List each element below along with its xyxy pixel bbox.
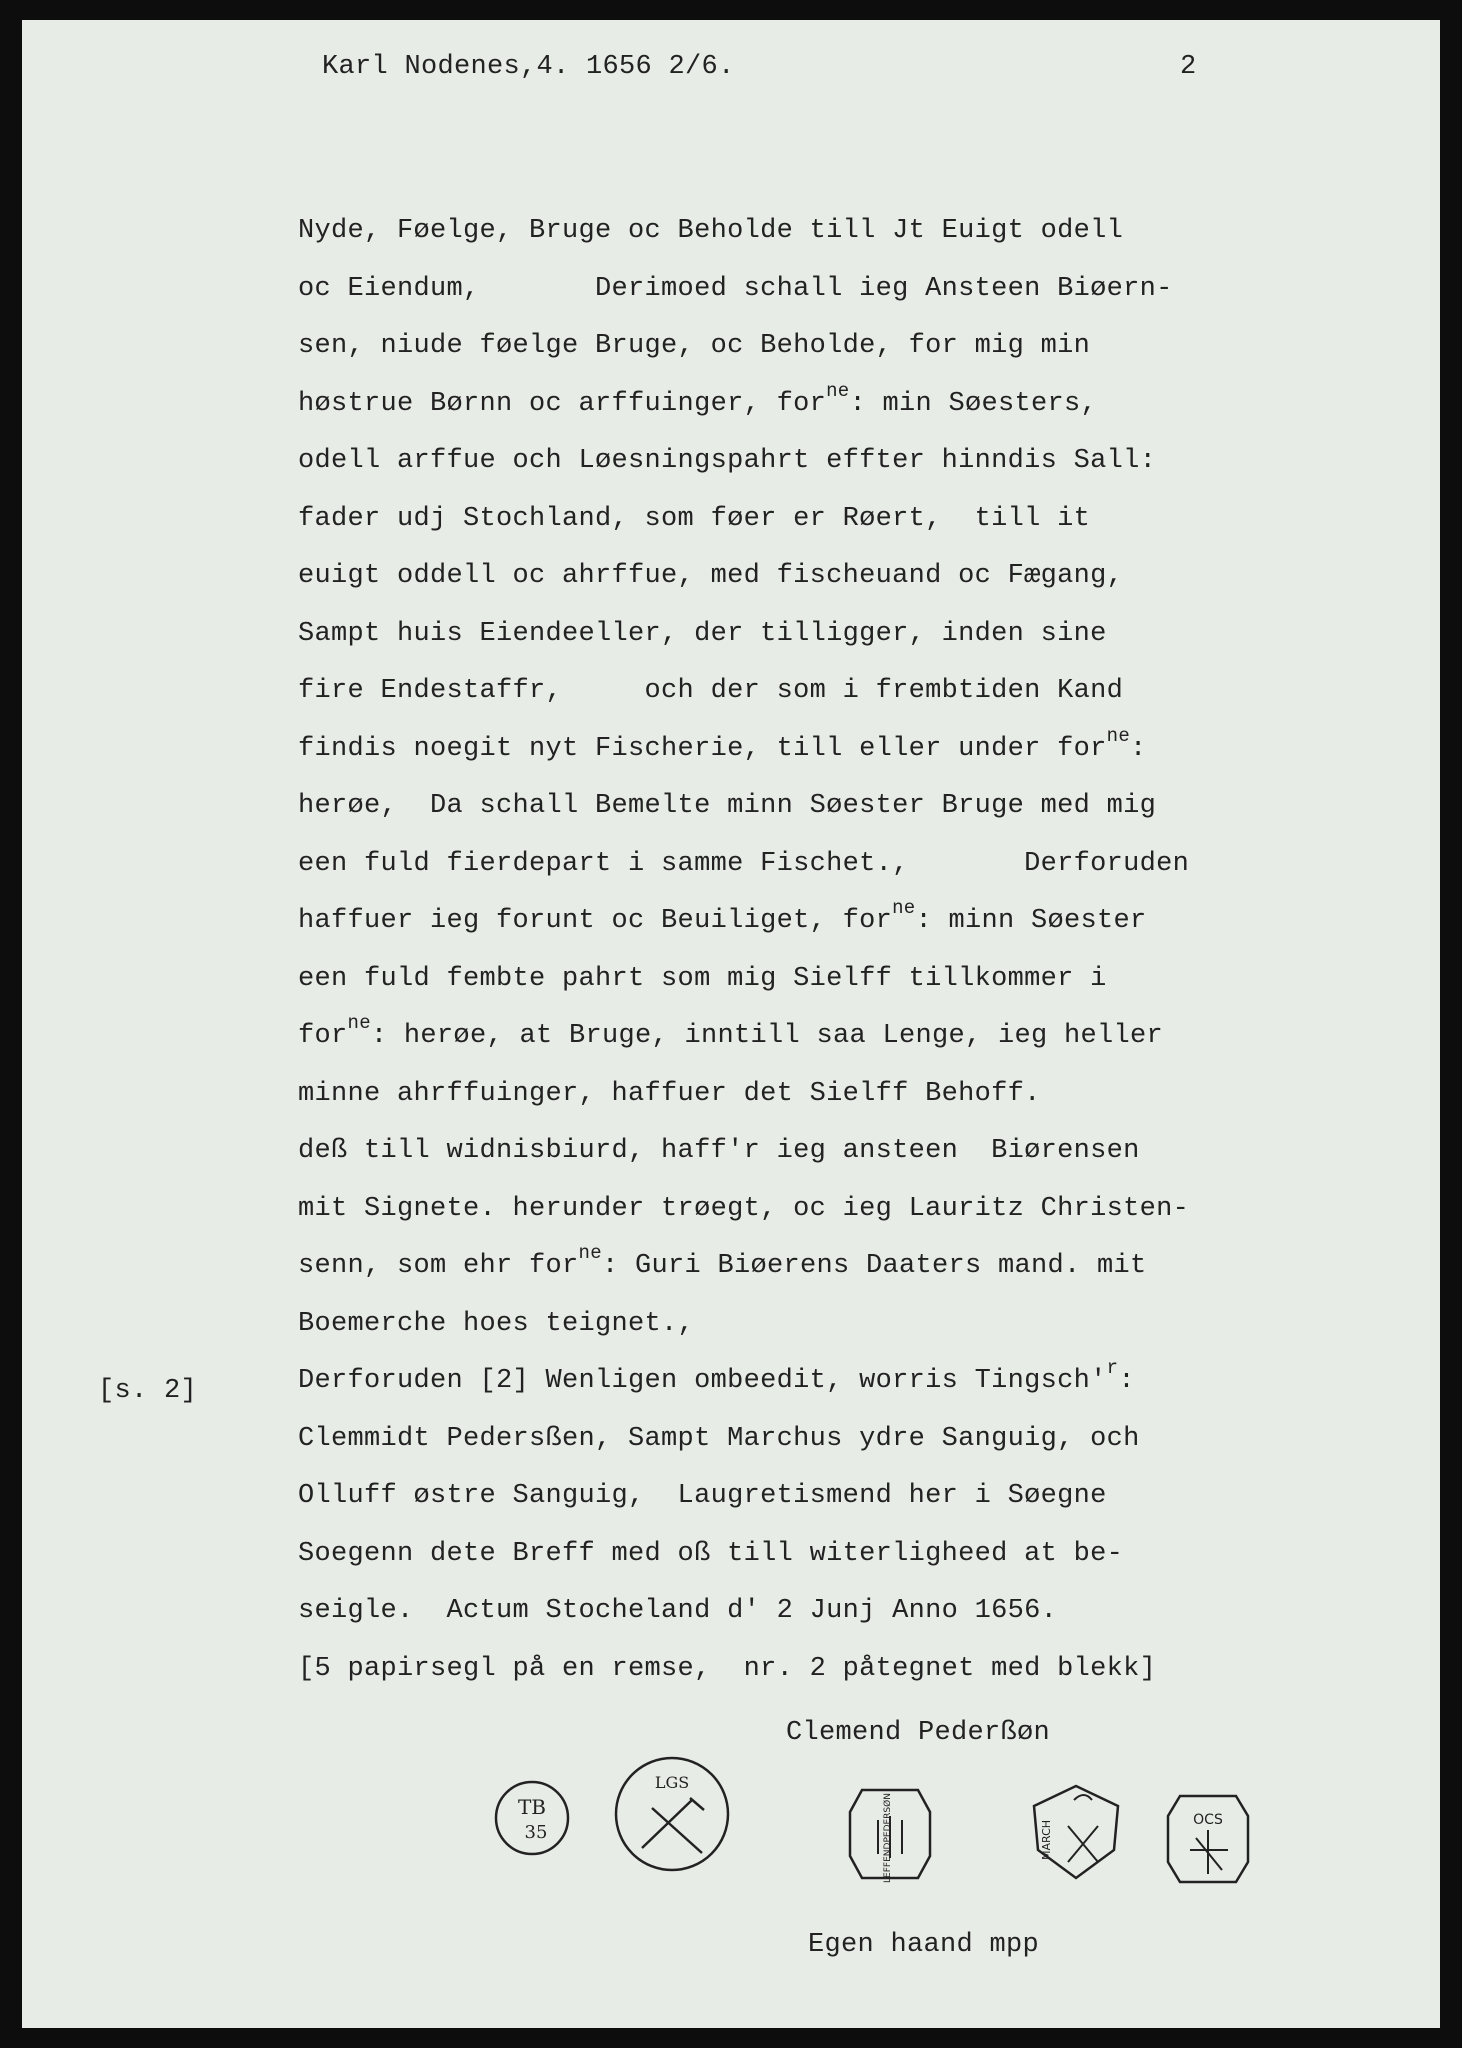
line-segment: euigt oddell oc ahrffue, med fischeuand oc Fægang,	[298, 561, 1124, 591]
line-segment: [5 papirsegl på en remse, nr. 2 påtegnet med blekk]	[298, 1654, 1157, 1684]
superscript: ne	[578, 1242, 602, 1264]
seal-5-text: OCS	[1193, 1812, 1223, 1828]
line-segment: haffuer ieg forunt oc Beuiliget, for	[298, 906, 893, 936]
seal-2	[612, 1758, 732, 1875]
line-segment: deß till widnisbiurd, haff'r ieg ansteen Biørensen	[298, 1136, 1140, 1166]
text-line	[298, 619, 1107, 649]
line-segment: seigle. Actum Stocheland d' 2 Junj Anno 1656.	[298, 1596, 1058, 1626]
text-line	[298, 1654, 1156, 1684]
line-segment: mit Signete. herunder trøegt, oc ieg Lauritz Christen-	[298, 1194, 1190, 1224]
text-line	[298, 1596, 1057, 1626]
line-segment: : herøe, at Bruge, inntill saa Lenge, ieg heller	[370, 1021, 1164, 1051]
text-line	[298, 1357, 1135, 1396]
text-line	[298, 380, 1098, 419]
line-segment: Derforuden [2] Wenligen ombeedit, worris Tingsch'	[298, 1366, 1107, 1396]
line-segment: Boemerche hoes teignet.,	[298, 1309, 695, 1339]
line-segment: :	[1130, 734, 1147, 764]
text-line	[298, 791, 1156, 821]
seal-5	[1166, 1790, 1250, 1891]
text-line	[298, 1309, 694, 1339]
page-header-title: Karl Nodenes,4. 1656 2/6.	[322, 52, 735, 82]
document-page	[22, 20, 1440, 2028]
line-segment: : min Søesters,	[849, 389, 1098, 419]
text-line	[298, 1539, 1123, 1569]
text-line	[298, 216, 1123, 246]
seal-1-sub: 35	[524, 1822, 548, 1843]
text-line	[298, 964, 1107, 994]
text-line	[298, 1424, 1140, 1454]
line-segment: Clemmidt Pedersßen, Sampt Marchus ydre Sanguig, och	[298, 1424, 1140, 1454]
line-segment: Nyde, Føelge, Bruge oc Beholde till Jt Euigt odell	[298, 216, 1124, 246]
text-line	[298, 676, 1123, 706]
text-line	[298, 1481, 1107, 1511]
text-line	[298, 331, 1090, 361]
text-line	[298, 1194, 1189, 1224]
line-segment: :	[1118, 1366, 1135, 1396]
text-line	[298, 446, 1156, 476]
line-segment: een fuld fierdepart i samme Fischet., Derforuden	[298, 849, 1190, 879]
text-line	[298, 504, 1090, 534]
signature-name: Clemend Pederßøn	[786, 1718, 1051, 1748]
text-line	[298, 1136, 1140, 1166]
text-line	[298, 561, 1123, 591]
text-line	[298, 849, 1189, 879]
superscript: ne	[347, 1012, 371, 1034]
text-line	[298, 274, 1173, 304]
line-segment: minne ahrffuinger, haffuer det Sielff Behoff.	[298, 1079, 1041, 1109]
seal-1-text: TB	[517, 1795, 547, 1819]
seal-3	[848, 1782, 932, 1889]
line-segment: sen, niude føelge Bruge, oc Beholde, for mig min	[298, 331, 1091, 361]
superscript: r	[1106, 1357, 1119, 1379]
text-line	[298, 1242, 1147, 1281]
seal-4-text: MARCH	[1040, 1819, 1053, 1861]
text-line	[298, 725, 1147, 764]
line-segment: findis noegit nyt Fischerie, till eller under for	[298, 734, 1107, 764]
line-segment: for	[298, 1021, 348, 1051]
line-segment: odell arffue och Løesningspahrt effter hinndis Sall:	[298, 446, 1157, 476]
line-segment: herøe, Da schall Bemelte minn Søester Bruge med mig	[298, 791, 1157, 821]
text-line	[298, 897, 1147, 936]
footer-note: Egen haand mpp	[808, 1930, 1040, 1960]
seal-3-text: LEFFENDPEDERSØN	[883, 1793, 893, 1883]
line-segment: senn, som ehr for	[298, 1251, 579, 1281]
line-segment: Soegenn dete Breff med oß till witerligheed at be-	[298, 1539, 1124, 1569]
superscript: ne	[826, 380, 850, 402]
line-segment: Sampt huis Eiendeeller, der tilligger, inden sine	[298, 619, 1107, 649]
text-line	[298, 1012, 1164, 1051]
line-segment: Olluff østre Sanguig, Laugretismend her i Søegne	[298, 1481, 1107, 1511]
line-segment: fire Endestaffr, och der som i frembtiden Kand	[298, 676, 1124, 706]
superscript: ne	[1106, 725, 1131, 747]
margin-note: [s. 2]	[98, 1376, 198, 1406]
line-segment: oc Eiendum, Derimoed schall ieg Ansteen Biøern-	[298, 274, 1173, 304]
seal-2-text: LGS	[654, 1773, 690, 1792]
text-line	[298, 1079, 1041, 1109]
line-segment: : minn Søester	[915, 906, 1147, 936]
line-segment: een fuld fembte pahrt som mig Sielff tillkommer i	[298, 964, 1107, 994]
seal-4	[1028, 1776, 1124, 1887]
line-segment: høstrue Børnn oc arffuinger, for	[298, 389, 827, 419]
seal-1	[492, 1778, 572, 1863]
superscript: ne	[892, 897, 916, 919]
line-segment: : Guri Biøerens Daaters mand. mit	[601, 1251, 1147, 1281]
page-number: 2	[1180, 52, 1197, 82]
line-segment: fader udj Stochland, som føer er Røert, till it	[298, 504, 1091, 534]
